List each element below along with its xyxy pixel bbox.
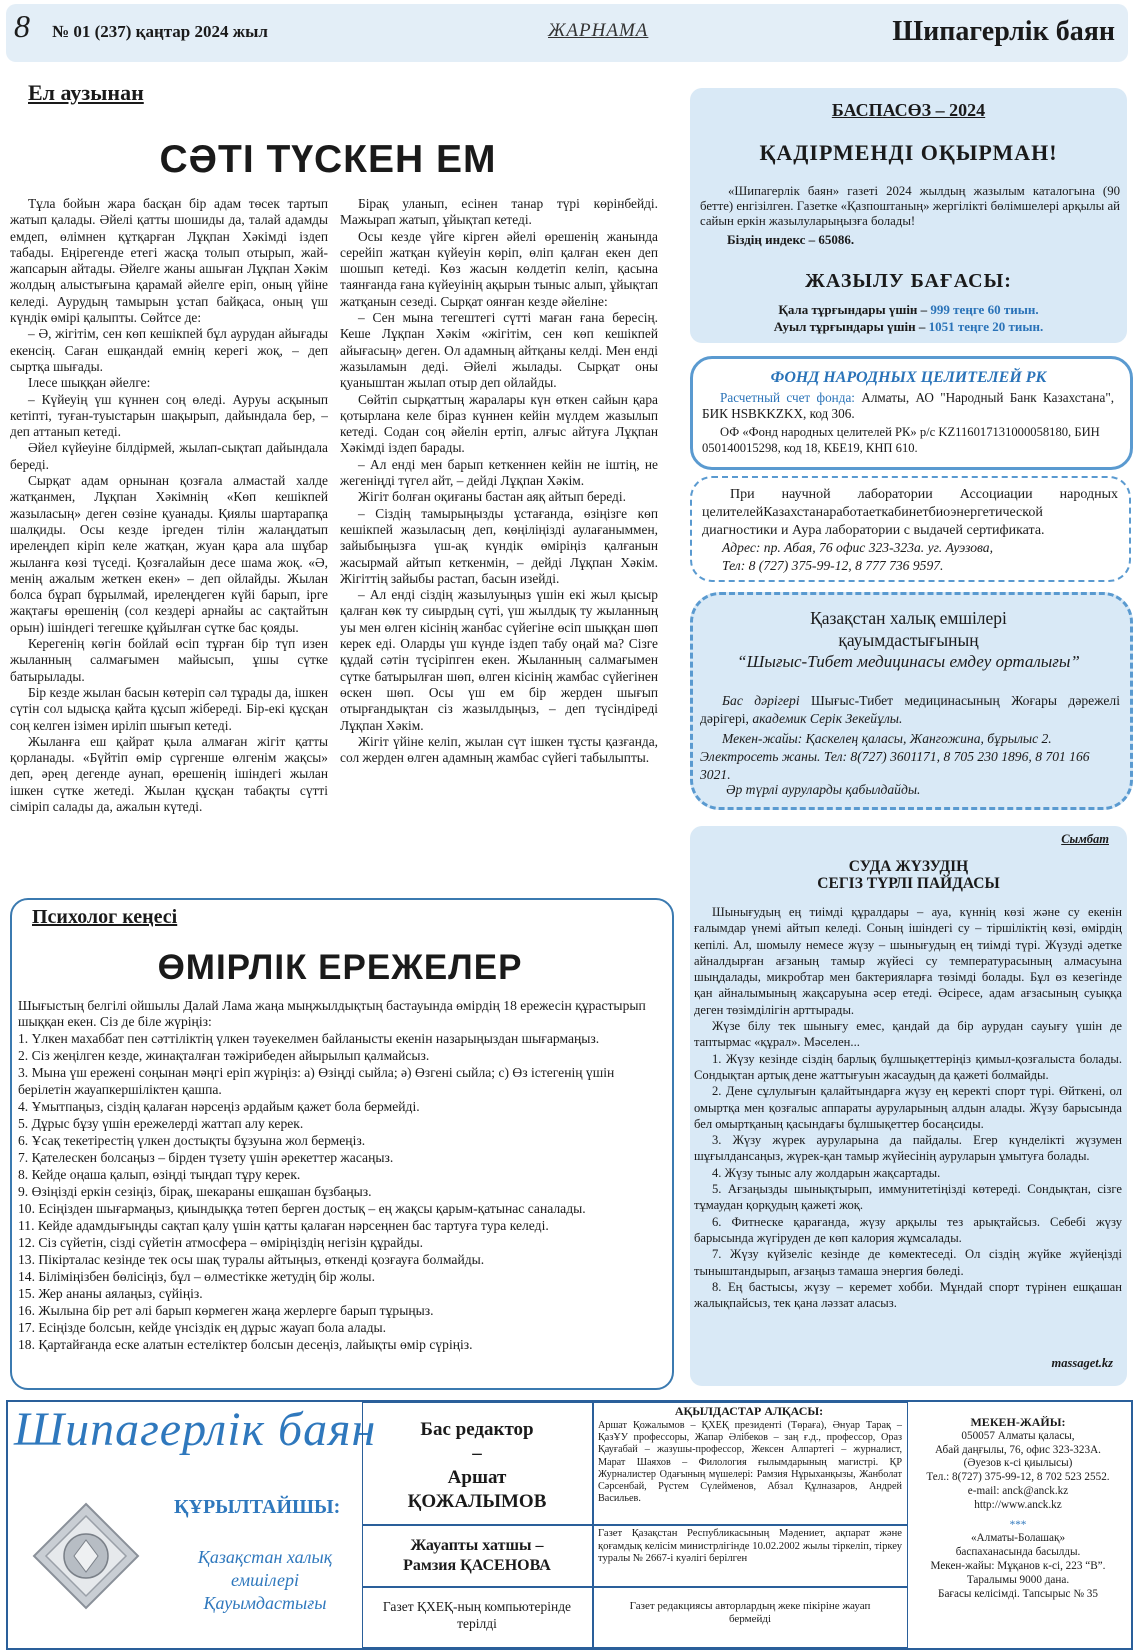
center-title-3: “Шығыс-Тибет медицинасы емдеу орталығы” [737, 652, 1080, 671]
footer-logo: Шипагерлік баян [14, 1403, 377, 1456]
article1-paragraph: – Ә, жігітім, сен көп кешікпей бұл аурудан айығады екенсің. Саған ешқандай емнің керегі жоқ, – деп сыртқа шығады. [10, 326, 328, 374]
rule-item: 4. Ұмытпаңыз, сіздің қалаған нәрсеңіз әрдайым қажет бола бермейді. [18, 1099, 420, 1114]
rule-item: 13. Пікірталас кезінде тек осы шақ туралы айтыңыз, өткенді қозғауға болмайды. [18, 1252, 485, 1267]
computer-note: Газет ҚХЕҚ-ның компьютерінде терілді [382, 1599, 572, 1631]
swim-source: massaget.kz [1051, 1356, 1113, 1370]
article1-paragraph: Керегенің көгін бойлай өсіп тұрған бір түп изен жыланның салмағымен майысып, ұшы сүтке батырылады. [10, 636, 328, 684]
city-price-line [690, 302, 1127, 318]
address-email[interactable]: e-mail: anck@anck.kz [967, 1484, 1069, 1497]
city-price-value: 999 теңге 60 тиын. [930, 302, 1039, 317]
swim-paragraph: 5. Ағзаңызды шынықтырып, иммунитетіңізді көтереді. Сондықтан, сізге тұмаудан қорқудың қажеті жоқ. [694, 1182, 1122, 1213]
article1-paragraph: Бірақ уланып, есінен танар түрі көрінбейді. Мажырап жатып, ұйықтап кетеді. [340, 196, 658, 228]
article1-paragraph: Сөйтіп сырқаттың жаралары күн өткен сайын қара қотырлана келе біраз күннен кейін мүлдем жазылып кетеді. Содан соң әйелін ертіп, алғыс айтуға Лұқпан Хәкімді іздеп барады. [340, 391, 658, 456]
article1-paragraph: Жігіт үйіне келіп, жылан сүт ішкен тұсты қазғанда, сол жерден өлген адамның жамбас сүйегі табылыпты. [340, 733, 658, 766]
issue-info: № 01 (237) қаңтар 2024 жыл [52, 22, 268, 41]
address-title: МЕКЕН-ЖАЙЫ: [970, 1415, 1066, 1429]
board-title: АҚЫЛДАСТАР АЛҚАСЫ: [674, 1404, 824, 1418]
article2-title: ӨМІРЛІК ЕРЕЖЕЛЕР [157, 948, 523, 987]
disclaimer-text: Газет редакциясы авторлардың жеке пікіріне жауап бермейді [629, 1600, 871, 1625]
article1-rubric: Ел аузынан [28, 80, 144, 105]
swim-tag: Сымбат [1061, 832, 1109, 846]
editor-block [362, 1418, 592, 1514]
printer-line-4: Таралымы 9000 дана. [966, 1573, 1070, 1586]
lab-phone: Тел: 8 (727) 375-99-12, 8 777 736 9597. [722, 558, 944, 573]
center-note: Әр түрлі ауруларды қабылдайды. [726, 782, 921, 797]
article1-paragraph: Осы кезде үйге кірген әйелі өрешенің жанында серейіп жатқан күйеуін көріп, өліп қалған екен деп шошып кетеді. Көз жасын көлдетіп келіп, қасына таянғанда ғана күйеуінің ақырын тыныс алып, ұйықтап жатқанын сезеді. Сырқат оянған кезде әйеліне: [340, 228, 658, 309]
rule-item: 15. Жер ананы аялаңыз, сүйіңіз. [18, 1286, 203, 1301]
fund-account-label: Расчетный счет фонда: [720, 390, 855, 405]
rule-item: 5. Дұрыс бұзу үшін ережелерді жаттап алу керек. [18, 1116, 304, 1131]
secretary-name: Рамзия ҚАСЕНОВА [403, 1557, 551, 1574]
subscription-greeting: ҚАДІРМЕНДІ ОҚЫРМАН! [759, 140, 1058, 165]
lab-text: При научной лаборатории Ассоциации народных целителейКазахстанаработаеткабинетбиоэнергетической диагностики и Аура лаборатории с выдачей сертификата. [702, 487, 1118, 538]
printer-line-3: Мекен-жайы: Мұқанов к-сі, 223 “В”. [930, 1559, 1106, 1572]
subscription-title: БАСПАСӨЗ – 2024 [831, 100, 986, 120]
page-number: 8 [14, 8, 30, 44]
section-label: ЖАРНАМА [548, 20, 649, 41]
rule-item: 16. Жылына бір рет әлі барып көрмеген жаңа жерлерге барып тұрыңыз. [18, 1303, 434, 1318]
rule-item: 12. Сіз сүйетін, сізді сүйетін атмосфера – өміріңіздің негізін құрайды. [18, 1235, 424, 1250]
founder-name [160, 1546, 370, 1615]
center-address: Мекен-жайы: Қаскелең қаласы, Жангожина, бұрылыс 2. Электросеть жаны. Тел: 8(727) 3601171, 8 705 230 1896, 8 701 166 3021. [700, 731, 1090, 782]
subscription-index: Біздің индекс – 65086. [727, 232, 855, 247]
article1-paragraph: Әйел күйеуіне білдірмей, жылап-сықтап дайындала береді. [10, 440, 328, 472]
founder-line-1: Қазақстан халық [197, 1547, 333, 1567]
price-title: ЖАЗЫЛУ БАҒАСЫ: [805, 270, 1012, 292]
center-doctor-name: академик Серік Зекейұлы. [752, 711, 903, 726]
article1-paragraph: – Ал енді сіздің жазылуыңыз үшін екі жыл қысыр қалған көк ту сиырдың сүті, үш жылдық ту жыланның уы мен өлген кісінің жанбас сүйегіне өсіп шыққан шөп керек еді. Оларды үш күнде іздеп табу оңай ма? Сізге құдай сәтін түсіріпген екен. Жыланның салмағымен сүтке батырылған шөп, өлген кісінің жамбас сүйегінен өскен шөп. Осы үш ем бір жерден шығып отырғандықтан сіз жазылдыңыз, – деп түсіндіреді Лұқпан Хәкім. [340, 587, 658, 733]
address-line-3: (Әуезов к-сі қиылысы) [963, 1457, 1073, 1470]
rural-price-value: 1051 теңге 20 тиын. [928, 319, 1044, 334]
address-block [908, 1416, 1128, 1601]
lab-address: Адрес: пр. Абая, 76 офис 323-323а. уг. Ауэзова, [722, 540, 993, 555]
editor-dash: – [472, 1443, 482, 1464]
article1-paragraph: Жыланға еш қайрат қыла алмаған жігіт қатты қорланады. «Бүйтіп өмір сүргенше өлгенім жақсы» деп, әрең дегенде аунап, өрешенің ішіндегі жылан ішкен сүтке жетеді. Жылан құсқан табақты сүтті сіміріп салады да, ажалын күтеді. [10, 733, 328, 814]
swim-paragraph: 6. Фитнеске қарағанда, жүзу арқылы тез арықтайсыз. Себебі жүзу барысында жүгіруден де көп калория жұмсалады. [694, 1214, 1122, 1245]
article1-paragraph: Ілесе шыққан әйелге: [28, 375, 151, 391]
rule-item: 8. Кейде оңаша қалып, өзіңді тыңдап тұру керек. [18, 1167, 301, 1182]
rule-item: 9. Өзіңізді еркін сезіңіз, бірақ, шекараны ешқашан бұзбаңыз. [18, 1184, 372, 1199]
swim-paragraph: 7. Жүзу күйзеліс кезінде де көмектеседі. Ол сіздің жүйке жүйеңізді тыныштандырып, ағзаңыз тамаша энергия бөледі. [694, 1247, 1122, 1278]
swim-paragraph: 1. Жүзу кезінде сіздің барлық бұлшықеттеріңіз қимыл-қозғалыста болады. Сондықтан артық дене жаттығуын жасаудың да қажеті болмайды. [694, 1051, 1122, 1082]
founder-line-3: Қауымдастығы [203, 1593, 327, 1613]
separator-stars: *** [1009, 1518, 1027, 1531]
center-title-2: қауымдастығының [838, 630, 979, 650]
registration-text: Газет Қазақстан Республикасының Мәдениет, ақпарат және қоғамдық келісім министрлігінде 10.02.2002 жылы тіркеліп, тіркеу туралы № 2667-і куәлігі берілген [598, 1528, 902, 1565]
article1-paragraph: Тұла бойын жара басқан бір адам төсек тартып жатып қалады. Әйелі қатты шошиды да, талай адамды емдеп, өлімнен құтқарған Лұқпан Хәкімді іздеп табады. Еңірегенде етегі жасқа толып отырып, жай-жапсарын айтады. Әйелге жаны ашыған Лұқпан Хәкім жолдың алыстығына қарамай әйелге еріп, оның үйіне келеді. Аурудың тамырын ұстап байқаса, оның үш күндік өмірі қалыпты. Сөйтсе де: [10, 196, 328, 326]
article1-paragraph: Жігіт болған оқиғаны бастан аяқ айтып береді. [358, 489, 626, 505]
swim-paragraph: Шынығудың ең тиімді құралдары – ауа, күннің көзі және су екенін ғалымдар үнемі айтып келеді. Соның ішіндегі су – тіршіліктің көзі, өмірдің кепілі. Ал, шомылу немесе жүзу – шынығудың ең тиімді түрі. Жүзуді әдетке айналдырған ағзаның тамыр жүйесі су температурасының алмасуына шыңдалады, микробтар мен бактерияларға төзімді болады. Бұл өз кезегінде қан айналымының жақсаруына әсер етеді. Әсіресе, адам ағзасының суыққа деген төзімділігін арттырады. [694, 905, 1122, 1017]
rule-item: 6. Ұсақ текетірестің үлкен достықты бұзуына жол бермеңіз. [18, 1133, 366, 1148]
subscription-text: «Шипагерлік баян» газеті 2024 жылдың жазылым каталогына (90 бетте) енгізілген. Газетке «Қазпоштаның» жергілікті бөлімшелері арқылы ай сайын еркін жазылуларыңызға болады! [700, 184, 1120, 228]
rule-item: 3. Мына үш ережені соңынан мәңгі еріп жүріңіз: а) Өзіңді сыйла; ә) Өзгені сыйла; с) Өз істегенің үшін берілетін жауапкершіліктен қашпа. [18, 1065, 615, 1097]
article2-body [18, 998, 658, 1378]
editor-name-1: Аршат [447, 1467, 507, 1488]
address-website[interactable]: http://www.anck.kz [974, 1498, 1062, 1511]
swim-title-1: СУДА ЖҮЗУДІҢ [848, 858, 969, 875]
article1-column-1 [10, 196, 328, 886]
board-text: Аршат Қожалымов – ҚХЕҚ президенті (Төраға), Әнуар Тарақ – ҚазҰУ профессоры, Жапар Әлібеков – заң ғ.д., профессор, Ораз Қауғабай – жазушы-профессор, Жексен Алпартегі – журналист, Марат Шаяхов – Филология ғылымдарының магистрі. ҚР Журналистер Одағының мүшелері: Рамзия Нұрыханқызы, Жанболат Сәрсенбай, Рүстем Сүлейменов, Абзал Құлназаров, Андрей Васильев. [598, 1420, 902, 1505]
center-doctor [700, 692, 1120, 728]
secretary-block [362, 1536, 592, 1576]
article1-paragraph: – Ал енді мен барып кеткеннен кейін не іштің, не жегеніңді түгел айт, – дейді Лұқпан Хәкім. [340, 456, 658, 489]
address-line-1: 050057 Алматы қаласы, [961, 1429, 1075, 1442]
editor-name-2: ҚОЖАЛЫМОВ [407, 1491, 547, 1512]
swim-paragraph: 2. Дене сұлулығын қалайтындарға жүзу ең керекті спорт түрі. Өйткені, ол омыртқа мен қозғалыс аппараты ауруларының алдын алады. Жүзу барысында бел омыртқаның қасындағы бұлшықеттер босаңсиды. [694, 1084, 1122, 1131]
rule-item: 10. Есіңізден шығармаңыз, қиындыққа төтеп берген достық – ең жақсы қарым-қатынас саналады. [18, 1201, 586, 1216]
article1-paragraph: Бір кезде жылан басын көтеріп сәл тұрады да, ішкен сүтін сол ыдысқа қайта құсып жібереді. Бір-екі құсқан соң келген ізімен иріліп шығып кетеді. [10, 684, 328, 733]
fund-account-text: Алматы, АО "Народный Банк Казахстана", БИК HSBKKZKX, код 306. [702, 390, 1115, 421]
article1-title: СӘТІ ТҮСКЕН ЕМ [159, 138, 497, 181]
association-emblem [30, 1500, 142, 1612]
center-title-1: Қазақстан халық емшілері [810, 608, 1007, 628]
swim-title-2: СЕГІЗ ТҮРЛІ ПАЙДАСЫ [817, 875, 1000, 892]
secretary-label: Жауапты хатшы – [410, 1537, 544, 1554]
editor-label: Бас редактор [420, 1419, 534, 1440]
printer-line-1: «Алматы-Болашақ» [970, 1532, 1066, 1545]
article1-column-2 [340, 196, 658, 886]
rule-item: 17. Есіңізде болсын, кейде үнсіздік ең дұрыс жауап бола алады. [18, 1320, 387, 1335]
swim-paragraph: Жүзе білу тек шынығу емес, қандай да бір аурудан сауығу үшін де таптырмас «құрал». Мәселен... [694, 1019, 1122, 1050]
center-doctor-text: Шығыс-Тибет медицинасының Жоғары дәрежелі дәрігері, [700, 693, 1120, 726]
printer-line-5: Бағасы келісімді. Тапсырыс № 35 [938, 1587, 1098, 1600]
founder-label: ҚҰРЫЛТАЙШЫ: [174, 1496, 341, 1518]
founder-line-2: емшілері [231, 1570, 299, 1590]
article2-intro: Шығыстың белгілі ойшылы Далай Лама жаңа мыңжылдықтың бастауында өмірдің 18 ережесін құрастырып шыққан екен. Сіз де біле жүріңіз: [18, 998, 646, 1029]
rural-price-label: Ауыл тұрғындары үшін – [773, 319, 926, 334]
rural-price-line [690, 319, 1127, 335]
rule-item: 2. Сіз жеңілген кезде, жинақталған тәжірибеден айырылып қалмайсыз. [18, 1048, 430, 1063]
article1-paragraph: Сырқат адам орнынан қозғала алмастай халде жатқанмен, Лұқпан Хәкімнің «Көп кешікпей жазыласың» деген сөзіне қуанады. Қиялы шартарапқа шалқиды. Осы кезде іргеден тілін жалаңдатып ирелеңдеп кіріп келе жатқан, жуан қара ала шұбар жыланға көзі түседі. Қозғалайын десе шама жоқ. «Ә, менің ажалым жеткен екен» – деп ойлайды. Жылан болса бұрап бұрылмай, ирелеңдеген күйі барып, ірге жақтағы өрешенің (сол кездері арнайы ас сақтайтын орын) ішіндегі тегешке құйылған сүтке бас қояды. [10, 473, 328, 635]
article1-paragraph: – Сен мына тегештегі сүтті маған ғана бересің. Кеше Лұқпан Хәкім «жігітім, сен көп кешікпей айығасың» деген. Ол адамның айтқаны келді. Мен енді жазыламын деді. Әйелі жылады. Сырқат оны қуаныштан жылап отыр деп ойлайды. [340, 310, 658, 391]
swim-body [694, 904, 1122, 1360]
printer-line-2: баспаханасында басылды. [955, 1546, 1081, 1559]
fund-details: ОФ «Фонд народных целителей РК» р/с KZ116017131000058180, БИН 050140015298, код 18, КБЕ19, КНП 610. [702, 425, 1100, 455]
city-price-label: Қала тұрғындары үшін – [778, 302, 928, 317]
swim-paragraph: 4. Жүзу тыныс алу жолдарын жақсартады. [712, 1165, 941, 1180]
swim-paragraph: 8. Ең бастысы, жүзу – керемет хобби. Мұндай спорт түрінен ешқашан жалықпайсыз, тек қана ләззат аласыз. [694, 1279, 1122, 1311]
rule-item: 11. Кейде адамдығыңды сақтап қалу үшін қатты қалаған нәрсеңнен бас тартуға тура келеді. [18, 1218, 549, 1233]
rule-item: 14. Біліміңізбен бөлісіңіз, бұл – өлместікке жетудің бір жолы. [18, 1269, 375, 1284]
swim-paragraph: 3. Жүзу жүрек ауруларына да пайдалы. Егер күнделікті жүзумен шұғылдансаңыз, жүрек-қан тамыр жүйесінің ауруларын ұмытуға болады. [694, 1133, 1122, 1164]
fund-account [702, 390, 1114, 422]
rule-item: 7. Қателескен болсаңыз – бірден түзету үшін әрекеттер жасаңыз. [18, 1150, 394, 1165]
rule-item: 18. Қартайғанда еске алатын естеліктер болсын десеңіз, лайықты өмір сүріңіз. [18, 1337, 473, 1352]
article2-rubric: Психолог кеңесі [32, 906, 178, 928]
article1-paragraph: – Сіздің тамырыңызды ұстағанда, өзіңізге көп кешікпей жазыласың деп, көңіліңізді аулағаныммен, зайыбыңызға үш-ақ күндік өміріңіз қалғанын жасырмай айтып кеткенмін, – дейді Лұқпан Хәкім. Жігіттің зайыбы растап, басын изейді. [340, 505, 658, 586]
article1-paragraph: – Күйеуің үш күннен соң өледі. Ауруы асқынып кетіпті, туған-туыстарын шақырып, дайындала бер, – деп аттанып кетеді. [10, 391, 328, 440]
address-phone: Тел.: 8(727) 375-99-12, 8 702 523 2552. [926, 1471, 1110, 1484]
rule-item: 1. Үлкен махаббат пен сәттіліктің үлкен тәуекелмен байланысты екенін назарыңыздан шығармаңыз. [18, 1031, 600, 1046]
center-doctor-label: Бас дәрігері [722, 693, 800, 708]
fund-title: ФОНД НАРОДНЫХ ЦЕЛИТЕЛЕЙ РК [770, 369, 1047, 386]
newspaper-title: Шипагерлік баян [892, 16, 1115, 47]
address-line-2: Абай даңғылы, 76, офис 323-323А. [935, 1443, 1101, 1456]
